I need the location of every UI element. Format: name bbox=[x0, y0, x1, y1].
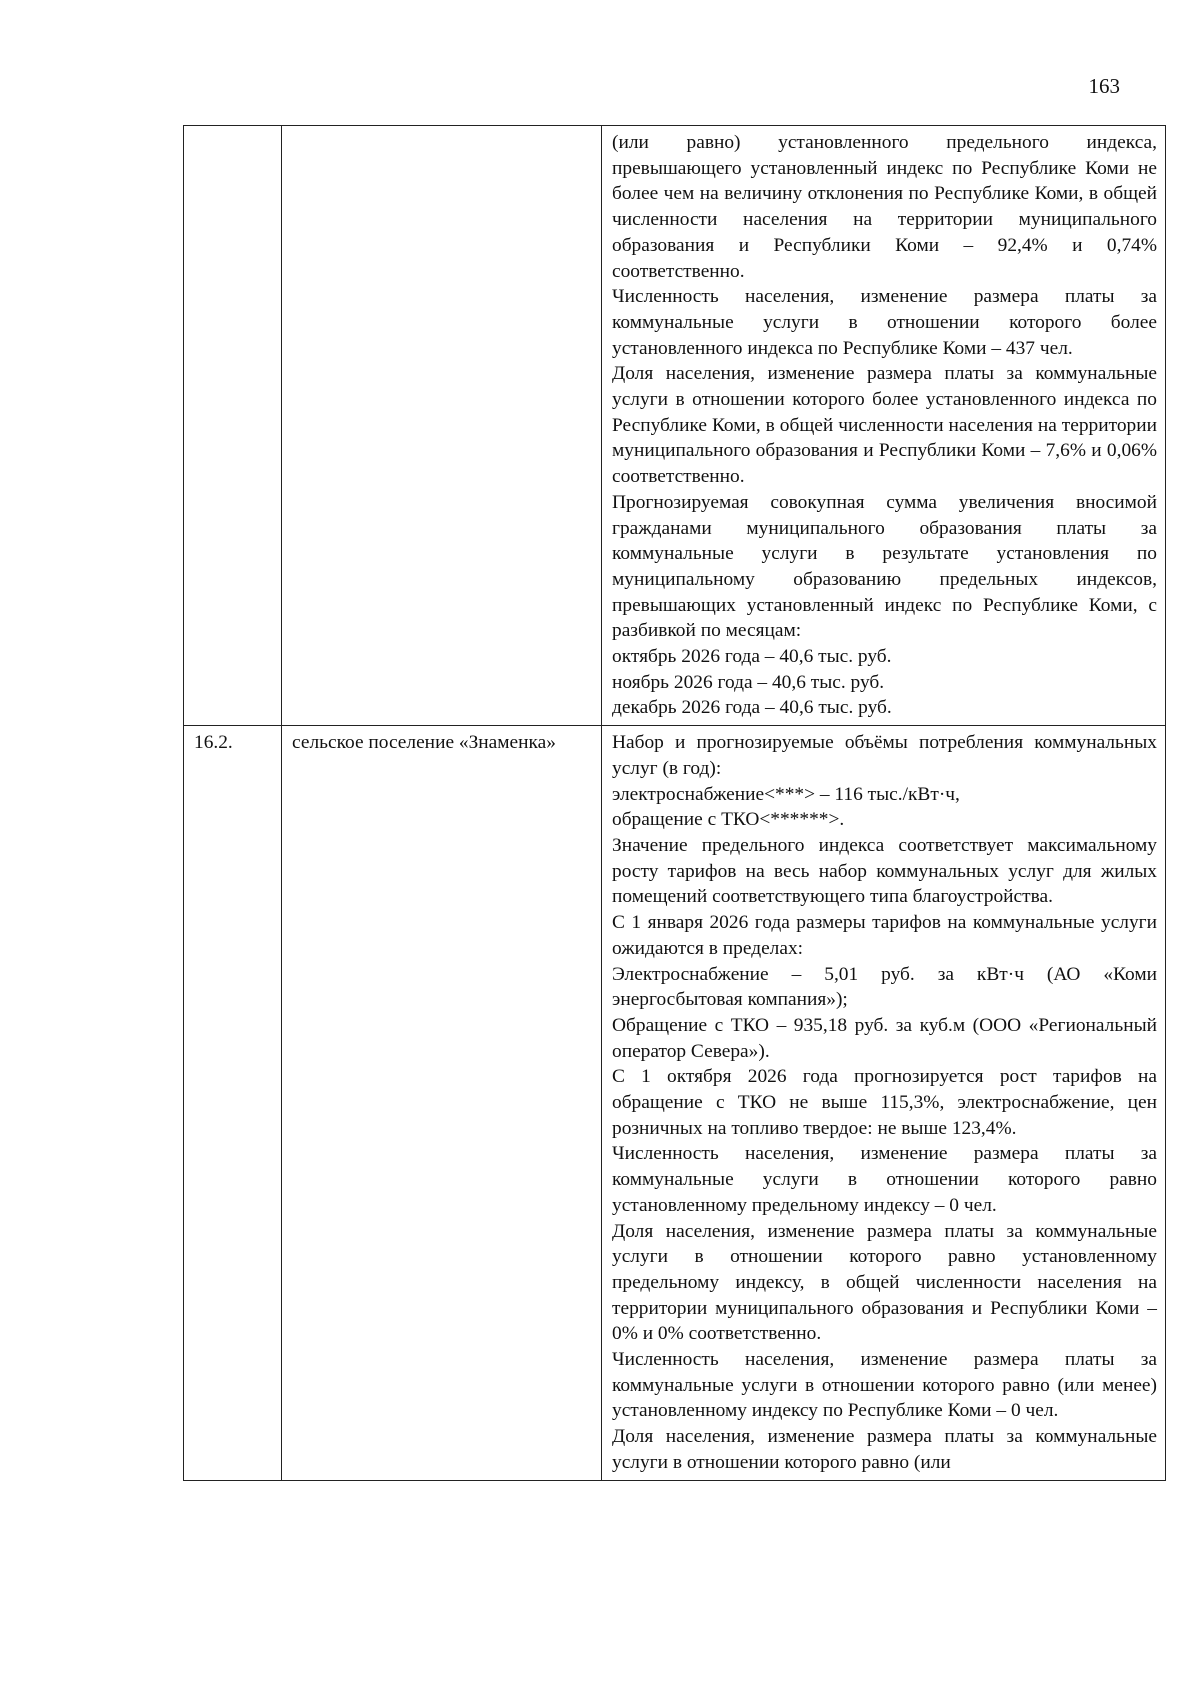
paragraph: Доля населения, изменение размера платы за коммунальные услуги в отношении которого более установленного индекса по Республике Коми, в общей численности населения на территории муниципального образования и Республики Коми – 7,6% и 0,06% соответственно. bbox=[612, 363, 1157, 488]
paragraph: С 1 января 2026 года размеры тарифов на коммунальные услуги ожидаются в пределах: bbox=[612, 912, 1157, 959]
paragraph: Численность населения, изменение размера платы за коммунальные услуги в отношении которого равно установленному предельному индексу – 0 чел. bbox=[612, 1143, 1157, 1216]
row-number-cell bbox=[184, 126, 282, 726]
paragraph: Набор и прогнозируемые объёмы потребления коммунальных услуг (в год): bbox=[612, 732, 1157, 779]
paragraph: Прогнозируемая совокупная сумма увеличения вносимой гражданами муниципального образования платы за коммунальные услуги в результате установления по муниципальному образованию предельных индексов, превышающих установленный индекс по Республике Коми, с разбивкой по месяцам: bbox=[612, 491, 1157, 642]
municipality-name-cell bbox=[282, 126, 602, 726]
municipality-name-cell: сельское поселение «Знаменка» bbox=[282, 726, 602, 1480]
monthly-amount-line: ноябрь 2026 года – 40,6 тыс. руб. bbox=[612, 671, 885, 693]
paragraph: Численность населения, изменение размера платы за коммунальные услуги в отношении которого более установленного индекса по Республике Коми – 437 чел. bbox=[612, 286, 1157, 359]
table-row bbox=[184, 726, 1166, 1480]
paragraph: Доля населения, изменение размера платы за коммунальные услуги в отношении которого равно (или bbox=[612, 1426, 1157, 1473]
paragraph: Обращение с ТКО – 935,18 руб. за куб.м (ООО «Региональный оператор Севера»). bbox=[612, 1014, 1157, 1062]
row-number-cell: 16.2. bbox=[184, 726, 282, 1480]
page-number: 163 bbox=[1088, 74, 1120, 98]
table-row bbox=[184, 126, 1166, 726]
paragraph: электроснабжение<***> – 116 тыс./кВт·ч, bbox=[612, 783, 960, 805]
monthly-amount-line: октябрь 2026 года – 40,6 тыс. руб. bbox=[612, 646, 892, 668]
paragraph: обращение с ТКО<******>. bbox=[612, 809, 845, 831]
description-cell bbox=[602, 126, 1166, 726]
paragraph: Значение предельного индекса соответствует максимальному росту тарифов на весь набор коммунальных услуг для жилых помещений соответствующего типа благоустройства. bbox=[612, 834, 1157, 908]
paragraph: Электроснабжение – 5,01 руб. за кВт·ч (АО «Коми энергосбытовая компания»); bbox=[612, 963, 1157, 1011]
tariff-table bbox=[183, 125, 1166, 1481]
paragraph: С 1 октября 2026 года прогнозируется рост тарифов на обращение с ТКО не выше 115,3%, электроснабжение, цен розничных на топливо твердое: не выше 123,4%. bbox=[612, 1066, 1157, 1139]
description-cell bbox=[602, 726, 1166, 1480]
paragraph: Численность населения, изменение размера платы за коммунальные услуги в отношении которого равно (или менее) установленному индексу по Республике Коми – 0 чел. bbox=[612, 1349, 1157, 1422]
paragraph: (или равно) установленного предельного индекса, превышающего установленный индекс по Республике Коми не более чем на величину отклонения по Республике Коми, в общей численности населения на территории муниципального образования и Республики Коми – 92,4% и 0,74% соответственно. bbox=[612, 132, 1157, 282]
monthly-amount-line: декабрь 2026 года – 40,6 тыс. руб. bbox=[612, 697, 892, 719]
paragraph: Доля населения, изменение размера платы за коммунальные услуги в отношении которого равно установленному предельному индексу, в общей численности населения на территории муниципального образования и Республики Коми – 0% и 0% соответственно. bbox=[612, 1220, 1157, 1345]
